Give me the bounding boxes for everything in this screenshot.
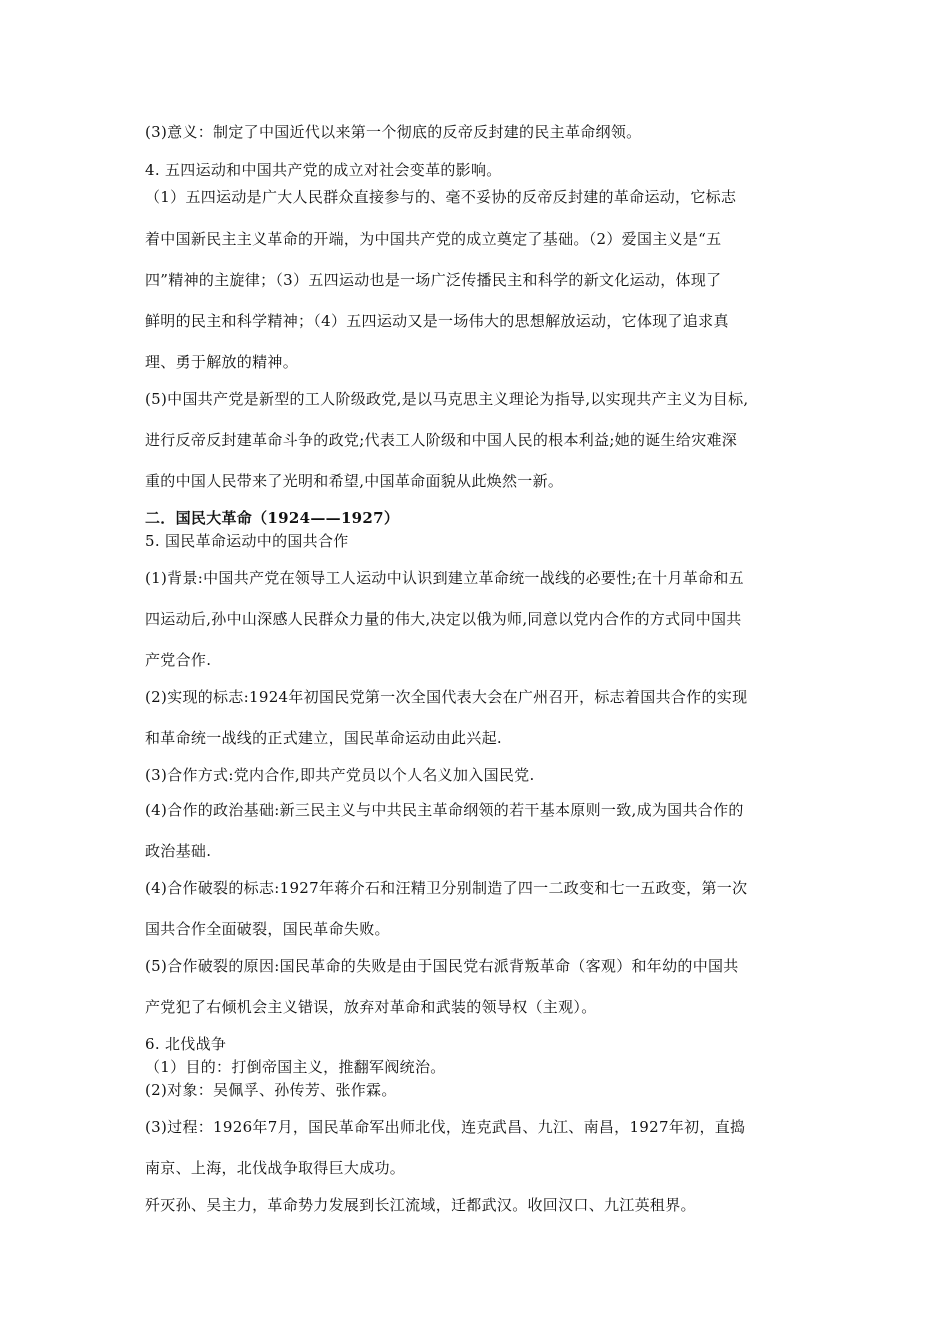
text-line: 产党合作. — [145, 651, 212, 669]
text-line: (4)合作破裂的标志:1927年蒋介石和汪精卫分别制造了四一二政变和七一五政变，第一次 — [145, 879, 748, 897]
text-line: 国共合作全面破裂，国民革命失败。 — [145, 920, 390, 938]
text-line: 南京、上海，北伐战争取得巨大成功。 — [145, 1159, 406, 1177]
text-line: (3)合作方式:党内合作,即共产党员以个人名义加入国民党. — [145, 766, 535, 784]
text-line: 和革命统一战线的正式建立，国民革命运动由此兴起. — [145, 729, 502, 747]
text-line: (5)合作破裂的原因:国民革命的失败是由于国民党右派背叛革命（客观）和年幼的中国共 — [145, 957, 739, 975]
text-line: 四运动后,孙中山深感人民群众力量的伟大,决定以俄为师,同意以党内合作的方式同中国共 — [145, 610, 742, 628]
text-line: 鲜明的民主和科学精神；（4）五四运动又是一场伟大的思想解放运动，它体现了追求真 — [145, 312, 729, 330]
text-line: 产党犯了右倾机会主义错误，放弃对革命和武装的领导权（主观）。 — [145, 998, 597, 1016]
text-line: 政治基础. — [145, 842, 212, 860]
item-heading: 4. 五四运动和中国共产党的成立对社会变革的影响。 — [145, 161, 502, 179]
text-line: 歼灭孙、吴主力，革命势力发展到长江流域，迁都武汉。收回汉口、九江英租界。 — [145, 1196, 696, 1214]
section-heading: 二．国民大革命（1924——1927） — [145, 509, 400, 527]
text-line: (5)中国共产党是新型的工人阶级政党,是以马克思主义理论为指导,以实现共产主义为目标, — [145, 390, 749, 408]
text-line: 四”精神的主旋律；（3）五四运动也是一场广泛传播民主和科学的新文化运动，体现了 — [145, 271, 722, 289]
text-line: （1）五四运动是广大人民群众直接参与的、毫不妥协的反帝反封建的革命运动，它标志 — [145, 188, 737, 206]
text-line: (1)背景:中国共产党在领导工人运动中认识到建立革命统一战线的必要性;在十月革命和五 — [145, 569, 744, 587]
text-line: (3)过程：1926年7月，国民革命军出师北伐，连克武昌、九江、南昌，1927年初，直捣 — [145, 1118, 746, 1136]
text-line: 理、勇于解放的精神。 — [145, 353, 299, 371]
text-line: (2)对象：吴佩孚、孙传芳、张作霖。 — [145, 1081, 397, 1099]
text-line: (3)意义：制定了中国近代以来第一个彻底的反帝反封建的民主革命纲领。 — [145, 123, 642, 141]
text-line: 重的中国人民带来了光明和希望,中国革命面貌从此焕然一新。 — [145, 472, 564, 490]
text-line: 着中国新民主主义革命的开端，为中国共产党的成立奠定了基础。（2）爱国主义是“五 — [145, 230, 722, 248]
text-line: (2)实现的标志:1924年初国民党第一次全国代表大会在广州召开，标志着国共合作的实现 — [145, 688, 748, 706]
text-line: (4)合作的政治基础:新三民主义与中共民主革命纲领的若干基本原则一致,成为国共合作的 — [145, 801, 744, 819]
item-heading: 6. 北伐战争 — [145, 1035, 227, 1053]
text-line: 进行反帝反封建革命斗争的政党;代表工人阶级和中国人民的根本利益;她的诞生给灾难深 — [145, 431, 738, 449]
text-line: （1）目的：打倒帝国主义，推翻军阀统治。 — [145, 1058, 446, 1076]
item-heading: 5. 国民革命运动中的国共合作 — [145, 532, 349, 550]
